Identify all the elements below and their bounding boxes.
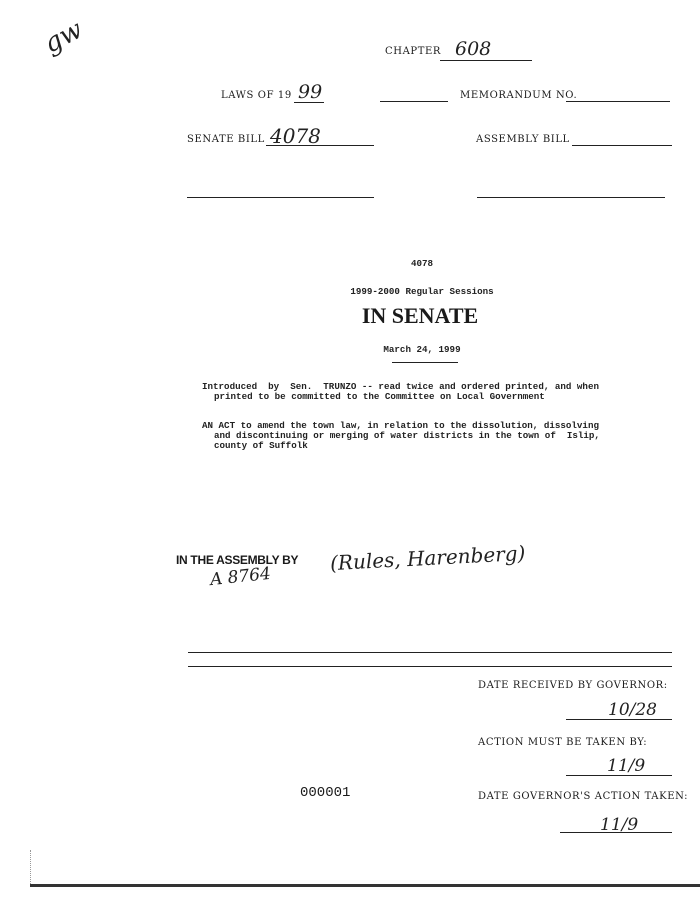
- handwritten-initials: gw: [39, 14, 88, 60]
- date-received-value: 10/28: [608, 700, 657, 720]
- rule-top: [188, 652, 672, 653]
- chapter-label: CHAPTER: [385, 46, 442, 57]
- action-taken-value: 11/9: [600, 815, 639, 835]
- act-line-1: AN ACT to amend the town law, in relation to the dissolution, dissolving: [202, 420, 599, 431]
- assembly-bill-label: ASSEMBLY BILL: [476, 134, 570, 145]
- rule-bottom: [188, 666, 672, 667]
- page-number: 000001: [300, 785, 351, 801]
- memorandum-label: MEMORANDUM NO.: [460, 90, 578, 101]
- chapter-number: 608: [455, 38, 492, 60]
- introduced-line-1: Introduced by Sen. TRUNZO -- read twice and ordered printed, and when: [202, 381, 599, 392]
- laws-line: [294, 102, 324, 103]
- chapter-line: [440, 60, 532, 61]
- memorandum-line: [566, 101, 670, 102]
- action-by-label: ACTION MUST BE TAKEN BY:: [478, 737, 648, 748]
- date-underline: [392, 362, 458, 363]
- date-received-label: DATE RECEIVED BY GOVERNOR:: [478, 680, 668, 691]
- assembly-bill-line: [572, 145, 672, 146]
- session-text: 1999-2000 Regular Sessions: [350, 286, 494, 297]
- action-taken-label: DATE GOVERNOR'S ACTION TAKEN:: [478, 791, 689, 802]
- assembly-stamp: IN THE ASSEMBLY BY: [176, 553, 299, 567]
- blank-line-right: [477, 197, 665, 198]
- introduced-line-2: printed to be committed to the Committee on Local Government: [214, 391, 545, 402]
- action-by-line: [566, 775, 672, 776]
- left-scan-specks: [30, 850, 33, 884]
- action-by-value: 11/9: [607, 756, 646, 776]
- bill-date: March 24, 1999: [383, 344, 461, 355]
- act-line-3: county of Suffolk: [214, 440, 308, 451]
- assembly-number: A 8764: [209, 563, 272, 591]
- act-line-2: and discontinuing or merging of water districts in the town of Islip,: [214, 430, 600, 441]
- blank-line-left: [187, 197, 374, 198]
- bill-number: 4078: [410, 258, 434, 269]
- senate-bill-number: 4078: [270, 124, 321, 148]
- bottom-scan-edge: [30, 884, 700, 887]
- blank-line-memo-left: [380, 101, 448, 102]
- laws-label: LAWS OF 19: [221, 90, 292, 101]
- senate-bill-line: [266, 145, 374, 146]
- action-taken-line: [560, 832, 672, 833]
- senate-bill-label: SENATE BILL: [187, 134, 265, 145]
- laws-year: 99: [298, 81, 323, 103]
- chamber-title: IN SENATE: [361, 303, 479, 328]
- assembly-sponsors: (Rules, Harenberg): [329, 540, 526, 576]
- date-received-line: [566, 719, 672, 720]
